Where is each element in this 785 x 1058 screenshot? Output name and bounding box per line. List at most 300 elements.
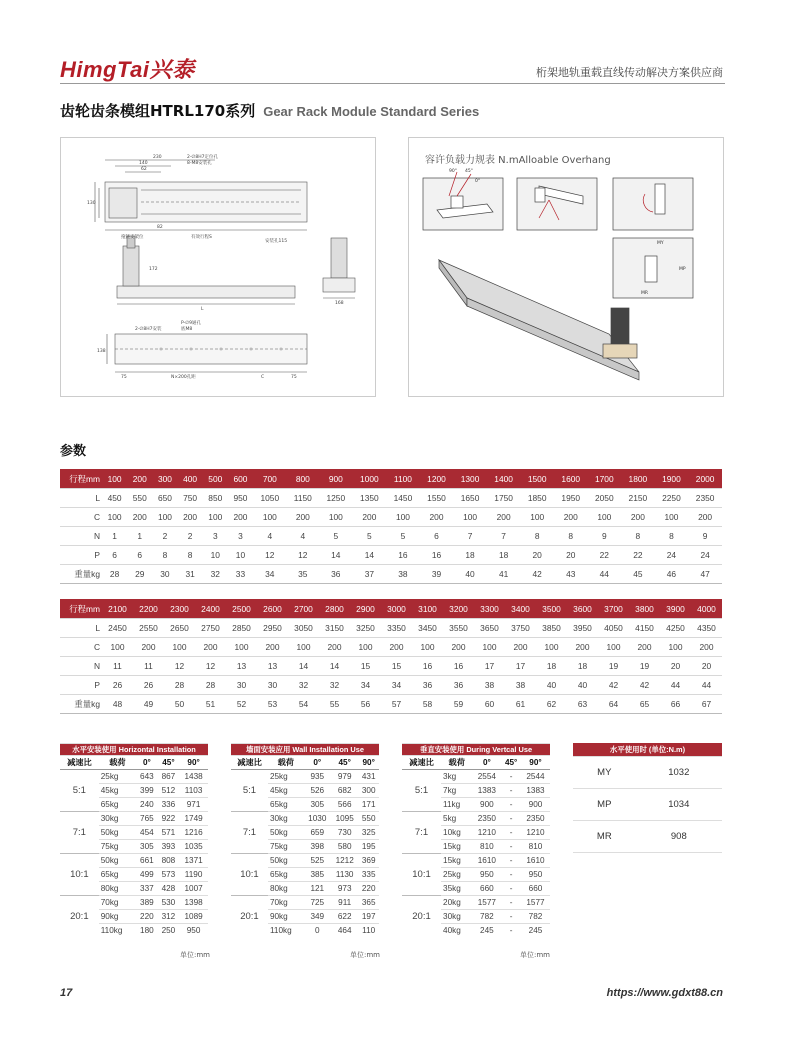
value-cell: -: [501, 798, 521, 812]
row-label: P: [60, 676, 102, 695]
dim-140: 140: [139, 161, 148, 166]
axis-cell: MR: [573, 821, 636, 853]
load-header: 减速比: [231, 756, 268, 770]
param-cell: 100: [660, 638, 691, 657]
param-cell: 62: [536, 695, 567, 714]
param-cell: 100: [655, 508, 689, 527]
param-cell: 100: [226, 638, 257, 657]
stroke-cell: 3000: [381, 599, 412, 619]
vertical-load-table: [402, 743, 550, 937]
value-cell: 305: [304, 798, 331, 812]
param-cell: 6: [102, 546, 127, 565]
load-row: [402, 812, 550, 826]
param-cell: 34: [381, 676, 412, 695]
param-cell: 4: [253, 527, 287, 546]
load-header: 0°: [472, 756, 501, 770]
param-cell: 1750: [487, 489, 521, 508]
value-cell: 335: [358, 868, 379, 882]
load-cell: 40kg: [441, 924, 472, 938]
row-label: N: [60, 527, 102, 546]
param-cell: 12: [164, 657, 195, 676]
param-cell: 57: [381, 695, 412, 714]
value-cell: 580: [331, 840, 358, 854]
param-cell: 12: [195, 657, 226, 676]
load-cell: 11kg: [441, 798, 472, 812]
load-caption: 垂直安装使用 During Vertcal Use: [402, 744, 550, 756]
params-row: [60, 695, 722, 714]
value-cell: -: [501, 924, 521, 938]
param-cell: 24: [688, 546, 722, 565]
overhang-illustration: [409, 138, 723, 396]
param-cell: 6: [127, 546, 152, 565]
param-cell: 200: [195, 638, 226, 657]
param-cell: 42: [629, 676, 660, 695]
row-label: 重量kg: [60, 565, 102, 584]
param-cell: 8: [621, 527, 655, 546]
param-cell: 2850: [226, 619, 257, 638]
load-header: 90°: [179, 756, 208, 770]
value-cell: 1089: [179, 910, 208, 924]
load-cell: 65kg: [268, 868, 304, 882]
value-cell: 660: [472, 882, 501, 896]
param-cell: 16: [412, 657, 443, 676]
angle-90: 90°: [449, 169, 457, 174]
param-cell: 100: [588, 508, 622, 527]
stroke-cell: 300: [152, 469, 177, 489]
allow-caption: 水平使用时 (单位:N.m): [573, 743, 722, 757]
dim-82: 82: [157, 225, 163, 230]
load-cell: 80kg: [99, 882, 136, 896]
param-cell: 18: [487, 546, 521, 565]
param-cell: 100: [350, 638, 381, 657]
param-cell: 100: [102, 508, 127, 527]
load-cell: 110kg: [99, 924, 136, 938]
param-cell: 28: [102, 565, 127, 584]
param-cell: 52: [226, 695, 257, 714]
load-cell: 70kg: [268, 896, 304, 910]
param-cell: 55: [319, 695, 350, 714]
row-label: C: [60, 508, 102, 527]
row-label: N: [60, 657, 102, 676]
note-chain: 拖链支架位: [121, 235, 144, 240]
value-cell: 1371: [179, 854, 208, 868]
params-header-row: [60, 599, 722, 619]
param-cell: 38: [505, 676, 536, 695]
param-cell: 14: [288, 657, 319, 676]
value-cell: -: [501, 840, 521, 854]
param-cell: 34: [253, 565, 287, 584]
param-cell: 36: [319, 565, 353, 584]
load-cell: 65kg: [99, 798, 136, 812]
allowable-moment-table: [573, 743, 722, 853]
param-cell: 17: [474, 657, 505, 676]
stroke-cell: 1300: [453, 469, 487, 489]
param-cell: 1950: [554, 489, 588, 508]
load-header-row: [231, 756, 379, 770]
param-cell: 40: [453, 565, 487, 584]
param-cell: 14: [319, 546, 353, 565]
value-cell: 971: [179, 798, 208, 812]
value-cell: -: [501, 826, 521, 840]
param-cell: 13: [257, 657, 288, 676]
value-cell: 454: [136, 826, 158, 840]
value-cell: 1035: [179, 840, 208, 854]
dim-62: 62: [141, 167, 147, 172]
value-cell: 979: [331, 770, 358, 784]
value-cell: 336: [158, 798, 180, 812]
param-cell: 41: [487, 565, 521, 584]
param-cell: 100: [412, 638, 443, 657]
stroke-cell: 2800: [319, 599, 350, 619]
param-cell: 8: [655, 527, 689, 546]
param-cell: 20: [691, 657, 722, 676]
param-cell: 2150: [621, 489, 655, 508]
param-cell: 42: [598, 676, 629, 695]
note-mount-hole: 8-M8安装孔: [187, 161, 212, 166]
params-header-row: [60, 469, 722, 489]
param-cell: 2: [178, 527, 203, 546]
param-cell: 100: [152, 508, 177, 527]
value-cell: 659: [304, 826, 331, 840]
load-cell: 70kg: [99, 896, 136, 910]
param-cell: 49: [133, 695, 164, 714]
load-caption: 水平安装使用 Horizontal Installation: [60, 744, 208, 756]
params-row: [60, 565, 722, 584]
load-cell: 10kg: [441, 826, 472, 840]
value-cell: 911: [331, 896, 358, 910]
value-cell: 810: [472, 840, 501, 854]
value-cell: 1383: [521, 784, 550, 798]
load-cell: 30kg: [441, 910, 472, 924]
value-cell: 810: [521, 840, 550, 854]
page-title: [60, 100, 479, 121]
param-cell: 200: [381, 638, 412, 657]
param-cell: 100: [598, 638, 629, 657]
row-label: L: [60, 489, 102, 508]
param-cell: 26: [102, 676, 133, 695]
param-cell: 4050: [598, 619, 629, 638]
load-cell: 75kg: [268, 840, 304, 854]
stroke-cell: 600: [228, 469, 253, 489]
param-cell: 10: [228, 546, 253, 565]
stroke-cell: 3800: [629, 599, 660, 619]
value-cell: -: [501, 854, 521, 868]
param-cell: 200: [688, 508, 722, 527]
param-cell: 40: [567, 676, 598, 695]
stroke-cell: 1600: [554, 469, 588, 489]
value-cell: 337: [136, 882, 158, 896]
load-cell: 35kg: [441, 882, 472, 896]
load-header: 90°: [358, 756, 379, 770]
value-cell: 1383: [472, 784, 501, 798]
stroke-cell: 800: [287, 469, 319, 489]
load-header: 载荷: [441, 756, 472, 770]
param-cell: 11: [133, 657, 164, 676]
value-cell: 730: [331, 826, 358, 840]
stroke-cell: 3400: [505, 599, 536, 619]
load-cell: 45kg: [99, 784, 136, 798]
load-cell: 15kg: [441, 840, 472, 854]
value-cell: 385: [304, 868, 331, 882]
value-cell: 900: [472, 798, 501, 812]
param-cell: 50: [164, 695, 195, 714]
param-cell: 100: [386, 508, 420, 527]
param-cell: 3150: [319, 619, 350, 638]
param-cell: 100: [253, 508, 287, 527]
value-cell: 571: [158, 826, 180, 840]
param-cell: 64: [598, 695, 629, 714]
stroke-cell: 1800: [621, 469, 655, 489]
value-cell: 573: [158, 868, 180, 882]
param-cell: 26: [133, 676, 164, 695]
param-cell: 3850: [536, 619, 567, 638]
param-cell: 100: [474, 638, 505, 657]
param-cell: 30: [226, 676, 257, 695]
param-cell: 1: [102, 527, 127, 546]
params-row: [60, 657, 722, 676]
stroke-cell: 4000: [691, 599, 722, 619]
stroke-cell: 2500: [226, 599, 257, 619]
param-cell: 16: [443, 657, 474, 676]
stroke-cell: 3200: [443, 599, 474, 619]
dim-130: 130: [87, 201, 96, 206]
value-cell: 195: [358, 840, 379, 854]
param-cell: 11: [102, 657, 133, 676]
value-cell: 220: [358, 882, 379, 896]
param-cell: 2550: [133, 619, 164, 638]
params-table-2: [60, 599, 722, 714]
param-cell: 10: [203, 546, 228, 565]
value-cell: 369: [358, 854, 379, 868]
value-cell: 300: [358, 784, 379, 798]
param-cell: 100: [520, 508, 554, 527]
param-cell: 1550: [420, 489, 454, 508]
param-cell: 40: [536, 676, 567, 695]
param-cell: 29: [127, 565, 152, 584]
param-cell: 37: [353, 565, 387, 584]
param-cell: 1350: [353, 489, 387, 508]
value-cell: 1190: [179, 868, 208, 882]
param-cell: 48: [102, 695, 133, 714]
load-cell: 20kg: [441, 896, 472, 910]
stroke-cell: 2400: [195, 599, 226, 619]
param-cell: 20: [520, 546, 554, 565]
param-cell: 12: [287, 546, 319, 565]
param-cell: 51: [195, 695, 226, 714]
dim-168: 168: [335, 301, 344, 306]
param-cell: 32: [319, 676, 350, 695]
value-cell: 660: [521, 882, 550, 896]
note-m8: 底M8: [181, 327, 193, 332]
value-cell: 808: [158, 854, 180, 868]
ratio-cell: 10:1: [60, 854, 99, 896]
value-cell: -: [501, 896, 521, 910]
param-cell: 20: [554, 546, 588, 565]
param-cell: 200: [127, 508, 152, 527]
value-cell: 1577: [472, 896, 501, 910]
param-cell: 2450: [102, 619, 133, 638]
param-cell: 950: [228, 489, 253, 508]
ratio-cell: 20:1: [60, 896, 99, 938]
param-cell: 5: [386, 527, 420, 546]
params-row: [60, 619, 722, 638]
param-cell: 200: [228, 508, 253, 527]
value-cell: 950: [521, 868, 550, 882]
load-header: 载荷: [268, 756, 304, 770]
value-cell: 1398: [179, 896, 208, 910]
param-cell: 66: [660, 695, 691, 714]
note-2-hole: 2-∅8H7安装: [135, 327, 162, 332]
technical-drawing: [60, 137, 376, 397]
value-cell: 499: [136, 868, 158, 882]
ratio-cell: 7:1: [231, 812, 268, 854]
value-cell: 782: [521, 910, 550, 924]
value-cell: 922: [158, 812, 180, 826]
param-cell: 1250: [319, 489, 353, 508]
param-cell: 550: [127, 489, 152, 508]
param-cell: 14: [319, 657, 350, 676]
params-table-1: [60, 469, 722, 584]
load-row: [231, 812, 379, 826]
load-header-row: [402, 756, 550, 770]
load-cell: 50kg: [99, 854, 136, 868]
unit-vertical: 单位:mm: [520, 951, 550, 959]
param-cell: 8: [178, 546, 203, 565]
load-header: 45°: [501, 756, 521, 770]
value-cell: 950: [179, 924, 208, 938]
unit-horizontal: 单位:mm: [180, 951, 210, 959]
value-cell: 622: [331, 910, 358, 924]
load-cell: 3kg: [441, 770, 472, 784]
param-cell: 100: [288, 638, 319, 657]
value-cell: 973: [331, 882, 358, 896]
value-cell: 1103: [179, 784, 208, 798]
value-cell: 393: [158, 840, 180, 854]
param-cell: 15: [350, 657, 381, 676]
load-cell: 65kg: [99, 868, 136, 882]
param-cell: 44: [588, 565, 622, 584]
dimension-drawing: [61, 138, 375, 396]
param-cell: 19: [629, 657, 660, 676]
param-cell: 38: [386, 565, 420, 584]
param-cell: 450: [102, 489, 127, 508]
param-cell: 42: [520, 565, 554, 584]
moment-cell: 908: [636, 821, 722, 853]
param-cell: 8: [520, 527, 554, 546]
value-cell: 312: [158, 910, 180, 924]
param-cell: 36: [412, 676, 443, 695]
param-cell: 3450: [412, 619, 443, 638]
param-cell: 18: [536, 657, 567, 676]
param-cell: 30: [257, 676, 288, 695]
angle-45: 45°: [465, 169, 473, 174]
param-cell: 850: [203, 489, 228, 508]
load-caption-row: [231, 744, 379, 756]
dim-hole-pitch: N×200孔距: [171, 375, 196, 380]
value-cell: 935: [304, 770, 331, 784]
param-cell: 5: [319, 527, 353, 546]
stroke-cell: 1400: [487, 469, 521, 489]
param-cell: 200: [287, 508, 319, 527]
stroke-cell: 2900: [350, 599, 381, 619]
horizontal-load-table: [60, 743, 208, 937]
value-cell: 1577: [521, 896, 550, 910]
param-cell: 56: [350, 695, 381, 714]
stroke-cell: 3500: [536, 599, 567, 619]
value-cell: 171: [358, 798, 379, 812]
param-cell: 53: [257, 695, 288, 714]
param-cell: 7: [453, 527, 487, 546]
param-cell: 61: [505, 695, 536, 714]
note-stroke: 有效行程S: [191, 235, 212, 240]
unit-wall: 单位:mm: [350, 951, 380, 959]
value-cell: 0: [304, 924, 331, 938]
load-cell: 25kg: [441, 868, 472, 882]
load-cell: 110kg: [268, 924, 304, 938]
ratio-cell: 5:1: [231, 770, 268, 812]
param-cell: 4250: [660, 619, 691, 638]
value-cell: 525: [304, 854, 331, 868]
value-cell: 1095: [331, 812, 358, 826]
param-cell: 59: [443, 695, 474, 714]
params-row: [60, 527, 722, 546]
load-cell: 30kg: [268, 812, 304, 826]
param-cell: 8: [554, 527, 588, 546]
param-cell: 1850: [520, 489, 554, 508]
param-cell: 13: [226, 657, 257, 676]
param-cell: 1450: [386, 489, 420, 508]
param-cell: 34: [350, 676, 381, 695]
stroke-cell: 2600: [257, 599, 288, 619]
allow-row: [573, 821, 722, 853]
param-cell: 17: [505, 657, 536, 676]
load-cell: 7kg: [441, 784, 472, 798]
value-cell: 526: [304, 784, 331, 798]
note-pin-hole: 2-∅8H7定位孔: [187, 155, 219, 160]
param-cell: 46: [655, 565, 689, 584]
param-cell: 2: [152, 527, 177, 546]
param-cell: 54: [288, 695, 319, 714]
value-cell: 512: [158, 784, 180, 798]
param-cell: 39: [420, 565, 454, 584]
param-cell: 32: [203, 565, 228, 584]
param-cell: 58: [412, 695, 443, 714]
param-cell: 22: [588, 546, 622, 565]
value-cell: 398: [304, 840, 331, 854]
row-label: P: [60, 546, 102, 565]
angle-0: 0°: [475, 179, 481, 184]
param-cell: 28: [195, 676, 226, 695]
stroke-cell: 400: [178, 469, 203, 489]
param-cell: 9: [688, 527, 722, 546]
overhang-panel: [408, 137, 724, 397]
load-cell: 15kg: [441, 854, 472, 868]
param-cell: 200: [621, 508, 655, 527]
param-cell: 7: [487, 527, 521, 546]
ratio-cell: 20:1: [402, 896, 441, 938]
value-cell: 950: [472, 868, 501, 882]
stroke-cell: 700: [253, 469, 287, 489]
value-cell: 661: [136, 854, 158, 868]
param-cell: 200: [319, 638, 350, 657]
load-row: [60, 896, 208, 910]
page-number: 17: [60, 987, 73, 999]
load-row: [231, 896, 379, 910]
param-cell: 47: [688, 565, 722, 584]
load-header: 0°: [304, 756, 331, 770]
param-cell: 24: [655, 546, 689, 565]
row-label: 重量kg: [60, 695, 102, 714]
